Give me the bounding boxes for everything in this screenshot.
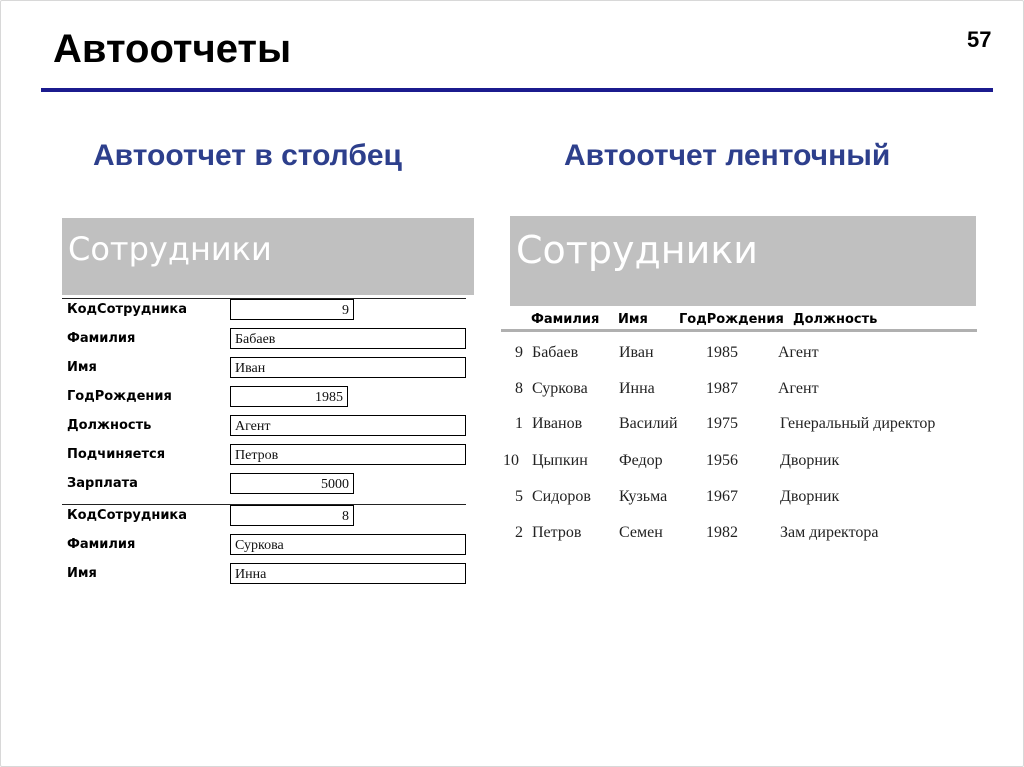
cell-birth-year: 1987 [706, 380, 738, 397]
column-header-position: Должность [793, 312, 878, 327]
column-header-birth-year: ГодРождения [679, 312, 784, 327]
field-value-last-name: Бабаев [230, 328, 466, 349]
field-value-salary: 5000 [230, 473, 354, 494]
cell-birth-year: 1975 [706, 415, 738, 432]
field-label-position: Должность [67, 418, 152, 433]
columnar-report-subtitle: Автоотчет в столбец [93, 139, 402, 172]
field-label-id: КодСотрудника [67, 302, 188, 317]
cell-last-name: Петров [532, 524, 582, 541]
cell-first-name: Кузьма [619, 488, 668, 505]
report-header [510, 216, 976, 306]
field-label-salary: Зарплата [67, 476, 138, 491]
report-header-title: Сотрудники [68, 230, 272, 268]
report-header-title: Сотрудники [516, 228, 758, 272]
cell-position: Дворник [780, 452, 840, 469]
cell-position: Агент [778, 380, 819, 397]
slide-title: Автоотчеты [53, 27, 292, 71]
cell-first-name: Федор [619, 452, 663, 469]
field-label-birth-year: ГодРождения [67, 389, 172, 404]
field-label-first-name: Имя [67, 566, 97, 581]
tabular-report-subtitle: Автоотчет ленточный [564, 139, 891, 172]
cell-first-name: Василий [619, 415, 678, 432]
field-label-id: КодСотрудника [67, 508, 188, 523]
cell-last-name: Суркова [532, 380, 588, 397]
field-label-first-name: Имя [67, 360, 97, 375]
cell-id: 2 [515, 524, 523, 541]
cell-id: 5 [515, 488, 523, 505]
field-value-manager: Петров [230, 444, 466, 465]
cell-last-name: Иванов [532, 415, 583, 432]
cell-position: Зам директора [780, 524, 879, 541]
cell-id: 9 [515, 344, 523, 361]
field-label-last-name: Фамилия [67, 537, 136, 552]
cell-last-name: Цыпкин [532, 452, 588, 469]
cell-first-name: Иван [619, 344, 654, 361]
field-value-position: Агент [230, 415, 466, 436]
cell-position: Агент [778, 344, 819, 361]
cell-position: Дворник [780, 488, 840, 505]
field-label-last-name: Фамилия [67, 331, 136, 346]
field-value-first-name: Инна [230, 563, 466, 584]
cell-birth-year: 1985 [706, 344, 738, 361]
page-number: 57 [967, 27, 992, 52]
column-header-last-name: Фамилия [531, 312, 600, 327]
cell-birth-year: 1982 [706, 524, 738, 541]
field-value-first-name: Иван [230, 357, 466, 378]
field-value-id: 8 [230, 505, 354, 526]
cell-id: 1 [515, 415, 523, 432]
cell-id: 8 [515, 380, 523, 397]
report-header [62, 218, 474, 295]
cell-last-name: Сидоров [532, 488, 591, 505]
cell-birth-year: 1967 [706, 488, 738, 505]
cell-id: 10 [503, 452, 519, 469]
header-divider [501, 329, 977, 332]
field-value-birth-year: 1985 [230, 386, 348, 407]
cell-first-name: Инна [619, 380, 655, 397]
cell-first-name: Семен [619, 524, 663, 541]
field-value-last-name: Суркова [230, 534, 466, 555]
title-divider [41, 88, 993, 92]
field-value-id: 9 [230, 299, 354, 320]
field-label-manager: Подчиняется [67, 447, 166, 462]
column-header-first-name: Имя [618, 312, 648, 327]
cell-last-name: Бабаев [532, 344, 579, 361]
cell-birth-year: 1956 [706, 452, 738, 469]
cell-position: Генеральный директор [780, 415, 936, 432]
